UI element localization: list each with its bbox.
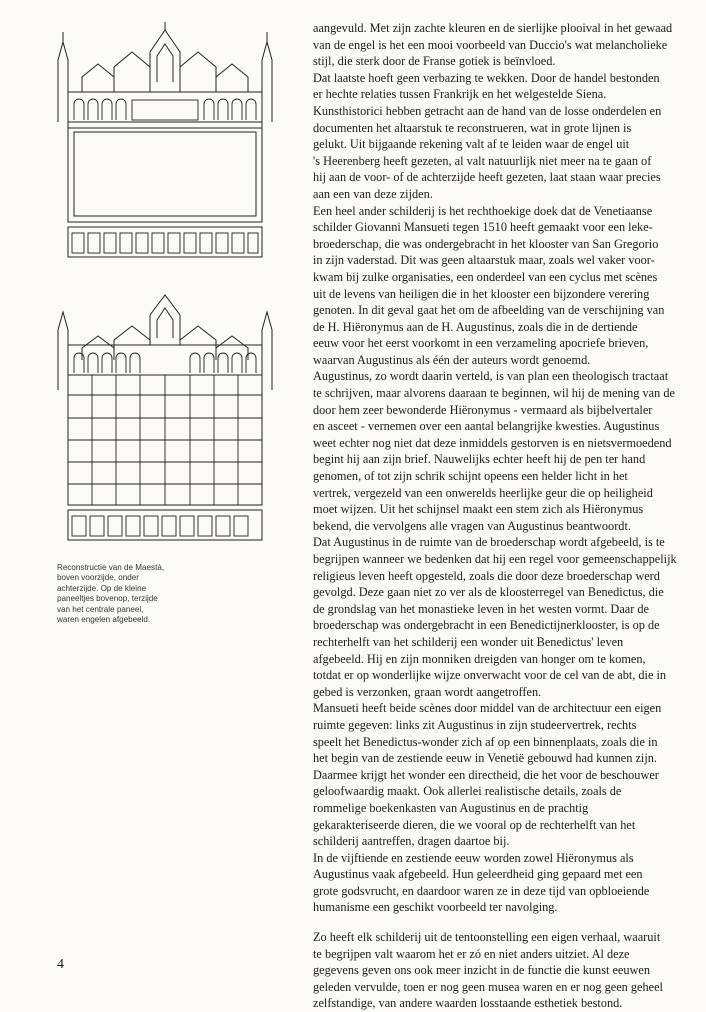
body-text-line: schilder Giovanni Mansueti tegen 1510 heeft gemaakt voor een leke- — [313, 220, 653, 235]
body-text-line: aan een van deze zijden. — [313, 186, 433, 201]
body-text-line: broederschap, die was ondergebracht in het klooster van San Gregorio — [313, 236, 659, 251]
body-text-line: genoten. In dit geval gaat het om de afbeelding van de verschijning van — [313, 303, 665, 318]
body-text-line: geloofwaardig maakt. Ook allerlei realistische details, zoals de — [313, 784, 622, 799]
body-text-line: 's Heerenberg heeft gezeten, al valt natuurlijk niet meer na te gaan of — [313, 153, 652, 168]
final-paragraph-line: zelfstandige, van andere waarden losstaande esthetiek bestond. — [313, 996, 623, 1011]
body-text-line: en asceet - vernemen over een aantal belangrijke kwesties. Augustinus — [313, 419, 660, 434]
body-text-line: bekend, die vervolgens alle vragen van Augustinus beantwoordt. — [313, 518, 631, 533]
page-number: 4 — [57, 957, 64, 972]
caption-line: paneeltjes bovenop, terzijde — [57, 594, 158, 604]
body-text-line: genomen, of tot zijn schrik schijnt opeens een helder licht in het — [313, 469, 628, 484]
caption-line: van het centrale paneel, — [57, 604, 144, 614]
body-text-line: schilderij aantreffen, dragen daartoe bij. — [313, 834, 510, 849]
body-text-line: Dat laatste hoeft geen verbazing te wekken. Door de handel bestonden — [313, 70, 660, 85]
body-text-line: Mansueti heeft beide scènes door middel van de architectuur een eigen — [313, 701, 662, 716]
body-text-line: totdat er op wonderlijke wijze onverwacht voor de cel van de abt, die in — [313, 668, 667, 683]
body-text-line: hij aan de voor- of de achterzijde heeft gezeten, laat staan waar precies — [313, 170, 661, 185]
article-body — [313, 20, 681, 1012]
body-text-line: kwam bij zulke organisaties, een onderdeel van een cyclus met scènes — [313, 269, 658, 284]
body-text-line: vertrek, vergezeld van een onwerelds heerlijke geur die op heiligheid — [313, 485, 653, 500]
body-text-line: gevolgd. Deze gaan niet zo ver als de kloosterregel van Benedictus, die — [313, 585, 664, 600]
body-text-line: door hem zeer bewonderde Hiëronymus - vermaard als bijbelvertaler — [313, 402, 653, 417]
body-text-line: in zijn vaderstad. Dit was geen altaarstuk maar, zoals wel vaker voor- — [313, 253, 655, 268]
final-paragraph-line: te begrijpen valt waarom het er zó en niet anders uitziet. Al deze — [313, 946, 630, 961]
body-text-line: de grondslag van het monastieke leven in het westen vormt. Daar de — [313, 601, 650, 616]
body-text-line: Daarmee krijgt het wonder een directheid, die het voor de beschouwer — [313, 767, 659, 782]
caption-line: waren engelen afgebeeld. — [57, 615, 151, 625]
body-text-line: moet wijzen. Uit het schijnsel maakt een stem zich als Hiëronymus — [313, 502, 644, 517]
body-text-line: van de engel is het een mooi voorbeeld van Duccio's wat melancholieke — [313, 37, 668, 52]
body-text-line: gebed is verzonken, graan wordt aangetroffen. — [313, 684, 542, 699]
body-text-line: er hechte relaties tussen Frankrijk en het welgestelde Siena. — [313, 87, 607, 102]
body-text-line: Dat Augustinus in de ruimte van de broederschap wordt afgebeeld, is te — [313, 535, 665, 550]
body-text-line: waarvan Augustinus als één der auteurs wordt genoemd. — [313, 352, 591, 367]
caption-line: boven voorzijde, onder — [57, 573, 139, 583]
figure-caption — [57, 563, 197, 625]
body-text-line: speelt het Benedictus-wonder zich af op een binnenplaats, zoals die in — [313, 734, 658, 749]
body-text-line: te schrijven, maar alvorens daaraan te beginnen, wil hij de mening van de — [313, 386, 675, 401]
body-text-line: broederschap was ondergebracht in een Benedictijnerklooster, is op de — [313, 618, 660, 633]
body-text-line: religieus leven heeft opgesteld, zoals die door deze broederschap werd — [313, 568, 660, 583]
final-paragraph-line: Zo heeft elk schilderij uit de tentoonstelling een eigen verhaal, waaruit — [313, 930, 661, 945]
body-text-line: de H. Hiëronymus aan de H. Augustinus, zoals die in de dertiende — [313, 319, 638, 334]
body-text-line: rommelige boekenkasten van Augustinus en de prachtig — [313, 800, 589, 815]
final-paragraph-line: gegevens geven ons ook meer inzicht in de functie die kunst eeuwen — [313, 963, 651, 978]
body-text-line: In de vijftiende en zestiende eeuw worden zowel Hiëronymus als — [313, 850, 634, 865]
body-text-line: begrijpen wanneer we bedenken dat hij een regel voor gemeenschappelijk — [313, 552, 677, 566]
body-text-line: documenten het altaarstuk te reconstrueren, wat in grote lijnen is — [313, 120, 632, 135]
body-text-line: grote godsvrucht, en daardoor waren ze in deze tijd van opbloeiende — [313, 883, 650, 898]
body-text-line: stijl, die sterk door de Franse gotiek is beïnvloed. — [313, 54, 556, 69]
body-text-line: eeuw voor het eerst voorkomt in een verzameling apocriefe brieven, — [313, 336, 649, 351]
body-text-line: begint hij aan zijn brief. Nauwelijks echter heeft hij de pen ter hand — [313, 452, 646, 467]
body-text-line: afgebeeld. Hij en zijn monniken dreigden van honger om te komen, — [313, 651, 646, 666]
caption-line: achterzijde. Op de kleine — [57, 583, 147, 593]
body-text-line: gekarakteriseerde dieren, die we vooral op de rechterhelft van het — [313, 817, 636, 832]
maesta-back-reconstruction-drawing — [50, 290, 280, 552]
body-text-line: Augustinus vaak afgebeeld. Hun geleerdheid ging gepaard met een — [313, 867, 643, 882]
body-text-line: weet echter nog niet dat deze inmiddels gestorven is en nietsvermoedend — [313, 435, 672, 450]
body-text-line: het begin van de zestiende eeuw in Venetië gebouwd had kunnen zijn. — [313, 751, 657, 766]
body-text-line: aangevuld. Met zijn zachte kleuren en de sierlijke plooival in het gewaad — [313, 21, 673, 35]
body-text-line: uit de levens van heiligen die in het klooster een bijzondere verering — [313, 286, 650, 301]
final-paragraph-line: geleden vervulde, toen er nog geen musea waren en er nog geen geheel — [313, 979, 663, 994]
body-text-line: Augustinus, zo wordt daarin verteld, is van plan een theologisch tractaat — [313, 369, 669, 384]
body-text-line: ruimte gegeven: links zit Augustinus in zijn studeervertrek, rechts — [313, 717, 637, 732]
body-text-line: Een heel ander schilderij is het rechthoekige doek dat de Venetiaanse — [313, 203, 653, 218]
maesta-front-reconstruction-drawing — [50, 22, 280, 284]
caption-line: Reconstructie van de Maestà, — [57, 563, 165, 572]
body-text-line: rechterhelft van het schilderij een wonder uit Benedictus' leven — [313, 634, 624, 649]
body-text-line: humanisme een geschikt voorbeeld ter navolging. — [313, 900, 558, 915]
body-text-line: Kunsthistorici hebben getracht aan de hand van de losse onderdelen en — [313, 103, 662, 118]
body-text-line: gelukt. Uit bijgaande rekening valt af te leiden waar de engel uit — [313, 137, 630, 152]
